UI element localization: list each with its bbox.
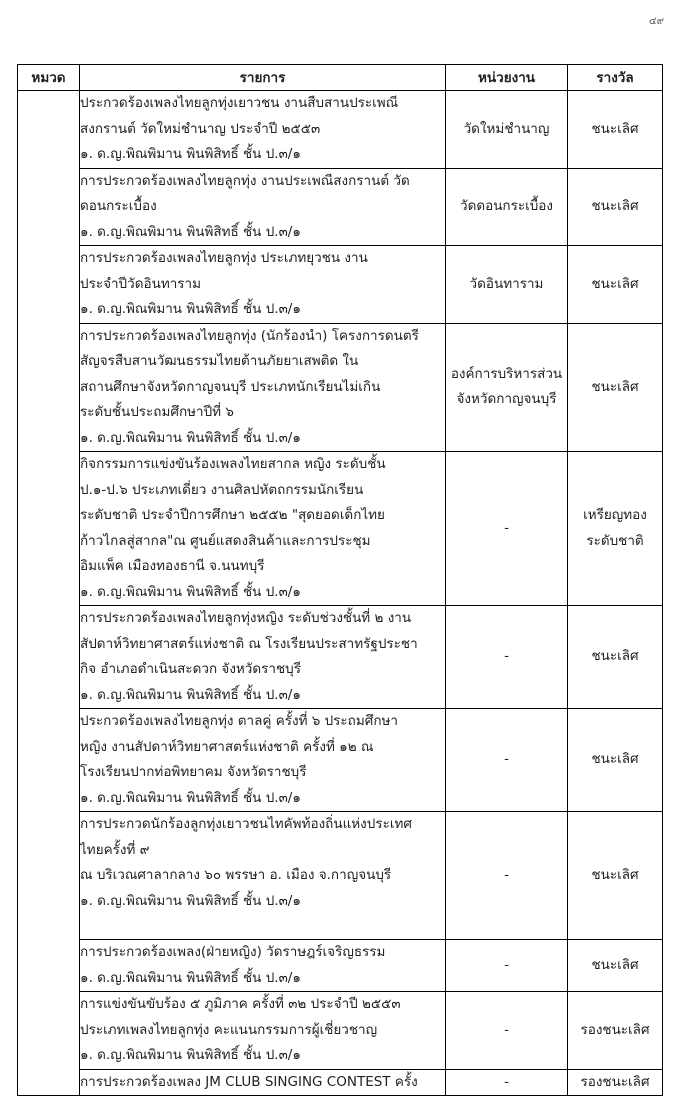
header-category: หมวด xyxy=(18,65,80,91)
item-line: ประจำปีวัดอินทาราม xyxy=(80,275,202,292)
item-line: การประกวดร้องเพลงไทยลูกทุ่งหญิง ระดับช่วงชั้นที่ ๒ งาน xyxy=(80,610,412,626)
agency-cell xyxy=(446,91,568,169)
item-line: การประกวดร้องเพลง JM CLUB SINGING CONTEST ครั้ง xyxy=(80,1073,418,1090)
agency-cell xyxy=(446,1069,568,1096)
award-cell xyxy=(568,168,663,246)
agency-text: - xyxy=(504,1021,509,1038)
award-text: รองชนะเลิศ xyxy=(580,1073,650,1090)
agency-cell xyxy=(446,940,568,992)
table-row xyxy=(18,1069,663,1096)
table-row xyxy=(18,323,663,452)
award-cell xyxy=(568,709,663,812)
item-line: ดอนกระเบื้อง xyxy=(80,198,157,214)
award-cell xyxy=(568,940,663,992)
header-item: รายการ xyxy=(80,65,446,91)
item-line: กิจ อำเภอดำเนินสะดวก จังหวัดราชบุรี xyxy=(80,661,301,677)
item-line: การประกวดร้องเพลงไทยลูกทุ่ง งานประเพณีสงกรานต์ วัด xyxy=(80,172,410,189)
item-line: ณ บริเวณศาลากลาง ๖๐ พรรษา อ. เมือง จ.กาญจนบุรี xyxy=(80,867,392,883)
item-line: อิมแพ็ค เมืองทองธานี จ.นนทบุรี xyxy=(80,558,265,574)
award-cell xyxy=(568,452,663,606)
item-line: ระดับชาติ ประจำปีการศึกษา ๒๕๕๒ "สุดยอดเด็กไทย xyxy=(80,507,385,523)
participant-line: ๑. ด.ญ.พิณพิมาน พินพิสิทธิ์ ชั้น ป.๓/๑ xyxy=(80,223,301,240)
agency-cell xyxy=(446,323,568,452)
participant-line: ๑. ด.ญ.พิณพิมาน พินพิสิทธิ์ ชั้น ป.๓/๑ xyxy=(80,892,301,909)
award-cell xyxy=(568,812,663,940)
item-line: สงกรานต์ วัดใหม่ชำนาญ ประจำปี ๒๕๕๓ xyxy=(80,120,321,137)
award-text: ชนะเลิศ xyxy=(591,198,639,214)
agency-text: - xyxy=(504,956,509,973)
item-cell xyxy=(80,940,446,992)
award-text: ชนะเลิศ xyxy=(591,866,639,883)
agency-text: - xyxy=(504,1073,509,1090)
award-cell xyxy=(568,606,663,709)
item-line: การประกวดร้องเพลง(ฝ่ายหญิง) วัดราษฎร์เจริญธรรม xyxy=(80,944,386,960)
participant-line: ๑. ด.ญ.พิณพิมาน พินพิสิทธิ์ ชั้น ป.๓/๑ xyxy=(80,146,301,162)
item-line: โรงเรียนปากท่อพิทยาคม จังหวัดราชบุรี xyxy=(80,764,307,780)
item-cell xyxy=(80,992,446,1070)
item-line: กิจกรรมการแข่งขันร้องเพลงไทยสากล หญิง ระดับชั้น xyxy=(80,456,386,472)
blank-line xyxy=(80,914,445,939)
page-number: ๔๙ xyxy=(649,16,664,27)
table-row xyxy=(18,812,663,940)
participant-line: ๑. ด.ญ.พิณพิมาน พินพิสิทธิ์ ชั้น ป.๓/๑ xyxy=(80,1047,301,1063)
award-cell xyxy=(568,323,663,452)
award-text: ระดับชาติ xyxy=(586,532,644,549)
award-text: ชนะเลิศ xyxy=(591,120,639,137)
table-row xyxy=(18,992,663,1070)
table-row xyxy=(18,452,663,606)
agency-cell xyxy=(446,246,568,324)
award-text: ชนะเลิศ xyxy=(591,751,639,768)
category-cell xyxy=(18,91,80,1096)
item-cell xyxy=(80,323,446,452)
award-cell xyxy=(568,992,663,1070)
table-body xyxy=(18,91,663,1096)
item-cell xyxy=(80,606,446,709)
table-row xyxy=(18,246,663,324)
item-line: ป.๑-ป.๖ ประเภทเดี่ยว งานศิลปหัตถกรรมนักเรียน xyxy=(80,481,364,498)
award-text: รองชนะเลิศ xyxy=(580,1021,650,1038)
award-text: เหรียญทอง xyxy=(583,507,647,523)
item-line: ประกวดร้องเพลงไทยลูกทุ่ง ตาลคู่ ครั้งที่ ๖ ประถมศึกษา xyxy=(80,713,398,729)
agency-text: - xyxy=(504,519,509,536)
item-line: ไทยครั้งที่ ๙ xyxy=(80,841,150,858)
item-line: ประเภทเพลงไทยลูกทุ่ง คะแนนกรรมการผู้เชี่ยวชาญ xyxy=(80,1021,378,1038)
item-line: ประกวดร้องเพลงไทยลูกทุ่งเยาวชน งานสืบสานประเพณี xyxy=(80,95,399,111)
agency-text: องค์การบริหารส่วน xyxy=(450,365,563,382)
item-cell xyxy=(80,91,446,169)
participant-line: ๑. ด.ญ.พิณพิมาน พินพิสิทธิ์ ชั้น ป.๓/๑ xyxy=(80,789,301,806)
participant-line: ๑. ด.ญ.พิณพิมาน พินพิสิทธิ์ ชั้น ป.๓/๑ xyxy=(80,969,301,986)
participant-line: ๑. ด.ญ.พิณพิมาน พินพิสิทธิ์ ชั้น ป.๓/๑ xyxy=(80,686,301,703)
agency-text: - xyxy=(504,648,509,665)
agency-cell xyxy=(446,168,568,246)
item-line: สัปดาห์วิทยาศาสตร์แห่งชาติ ณ โรงเรียนประสาทรัฐประชา xyxy=(80,635,418,652)
participant-line: ๑. ด.ญ.พิณพิมาน พินพิสิทธิ์ ชั้น ป.๓/๑ xyxy=(80,583,301,600)
table-row xyxy=(18,91,663,169)
item-line: สัญจรสืบสานวัฒนธรรมไทยต้านภัยยาเสพติด ใน xyxy=(80,353,359,369)
table-row xyxy=(18,606,663,709)
item-cell xyxy=(80,168,446,246)
table-row xyxy=(18,709,663,812)
table-row xyxy=(18,168,663,246)
header-agency: หน่วยงาน xyxy=(446,65,568,91)
agency-text: จังหวัดกาญจนบุรี xyxy=(456,391,557,408)
award-cell xyxy=(568,246,663,324)
table-row xyxy=(18,940,663,992)
awards-table xyxy=(17,64,663,1096)
award-text: ชนะเลิศ xyxy=(591,648,639,665)
item-cell xyxy=(80,246,446,324)
item-line: การประกวดนักร้องลูกทุ่งเยาวชนไทคัพท้องถิ่นแห่งประเทศ xyxy=(80,816,412,832)
award-text: ชนะเลิศ xyxy=(591,956,639,973)
agency-cell xyxy=(446,812,568,940)
agency-text: วัดดอนกระเบื้อง xyxy=(459,198,553,214)
participant-line: ๑. ด.ญ.พิณพิมาน พินพิสิทธิ์ ชั้น ป.๓/๑ xyxy=(80,429,301,446)
award-cell xyxy=(568,91,663,169)
item-cell xyxy=(80,709,446,812)
item-line: การประกวดร้องเพลงไทยลูกทุ่ง (นักร้องนำ) โครงการดนตรี xyxy=(80,327,419,344)
item-line: หญิง งานสัปดาห์วิทยาศาสตร์แห่งชาติ ครั้งที่ ๑๒ ณ xyxy=(80,738,374,755)
item-cell xyxy=(80,812,446,940)
agency-text: - xyxy=(504,751,509,768)
award-cell xyxy=(568,1069,663,1096)
item-line: การประกวดร้องเพลงไทยลูกทุ่ง ประเภทยุวชน งาน xyxy=(80,250,368,266)
agency-text: วัดอินทาราม xyxy=(469,275,544,292)
item-cell xyxy=(80,452,446,606)
item-line: สถานศึกษาจังหวัดกาญจนบุรี ประเภทนักเรียนไม่เกิน xyxy=(80,378,381,395)
item-line: ก้าวไกลสู่สากล"ณ ศูนย์แสดงสินค้าและการประชุม xyxy=(80,532,371,549)
item-cell xyxy=(80,1069,446,1096)
agency-cell xyxy=(446,992,568,1070)
agency-text: - xyxy=(504,866,509,883)
table-header-row xyxy=(18,65,663,91)
header-award: รางวัล xyxy=(568,65,663,91)
agency-cell xyxy=(446,606,568,709)
award-text: ชนะเลิศ xyxy=(591,275,639,292)
item-line: ระดับชั้นประถมศึกษาปีที่ ๖ xyxy=(80,404,234,420)
agency-cell xyxy=(446,709,568,812)
participant-line: ๑. ด.ญ.พิณพิมาน พินพิสิทธิ์ ชั้น ป.๓/๑ xyxy=(80,301,301,317)
item-line: การแข่งขันขับร้อง ๕ ภูมิภาค ครั้งที่ ๓๒ ประจำปี ๒๕๕๓ xyxy=(80,996,401,1012)
agency-text: วัดใหม่ชำนาญ xyxy=(463,120,550,137)
agency-cell xyxy=(446,452,568,606)
award-text: ชนะเลิศ xyxy=(591,378,639,395)
